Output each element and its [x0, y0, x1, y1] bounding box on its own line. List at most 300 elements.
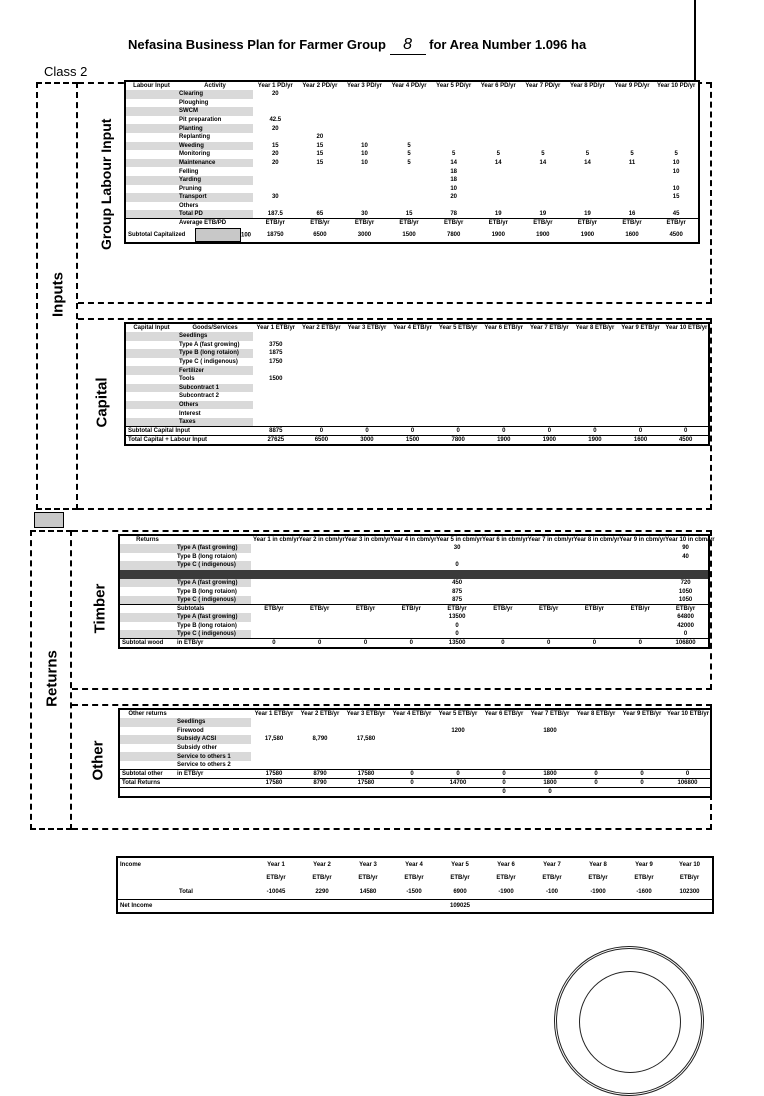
row-label — [177, 857, 253, 871]
value-cell — [297, 752, 343, 761]
value-cell: ETB/yr — [572, 605, 618, 614]
value-cell: 45 — [672, 211, 680, 218]
value-cell — [573, 761, 619, 770]
grey-marker — [34, 512, 64, 528]
value-cell — [527, 384, 573, 393]
blank-cell — [119, 579, 175, 588]
value-cell: 187.5 — [267, 211, 283, 218]
value-cell: 0 — [619, 770, 665, 779]
blank-cell — [125, 150, 177, 159]
value-cell: ETB/yr — [343, 605, 389, 614]
value-cell — [298, 167, 343, 176]
column-header: Year 7 ETB/yr — [530, 711, 570, 717]
net-income-row — [117, 899, 713, 913]
value-cell — [476, 202, 521, 211]
value-cell — [610, 142, 655, 151]
value-cell: ETB/yr — [565, 219, 610, 228]
value-cell: 0 — [435, 770, 481, 779]
column-header: Year 2 PD/yr — [302, 83, 338, 89]
data-row — [125, 167, 699, 176]
value-cell — [342, 99, 387, 108]
value-cell — [387, 193, 432, 202]
value-cell — [619, 752, 665, 761]
value-cell — [572, 630, 618, 639]
value-cell — [431, 116, 476, 125]
column-header: Year 7 in cbm/yr — [527, 537, 574, 543]
blank-cell — [125, 116, 177, 125]
value-cell: ETB/yr — [342, 219, 387, 228]
value-cell: 450 — [452, 580, 463, 587]
column-header: Year 9 ETB/yr — [622, 711, 662, 717]
value-cell — [297, 718, 343, 727]
column-header: Year 8 in cbm/yr — [573, 537, 620, 543]
value-cell — [521, 107, 566, 116]
value-cell — [521, 167, 566, 176]
value-cell: 1600 — [618, 436, 664, 446]
value-cell — [297, 561, 343, 570]
row-label: Subtotal Capital Input — [125, 427, 177, 436]
value-cell: 40 — [682, 553, 689, 560]
value-cell: 6500 — [313, 231, 327, 238]
data-row — [119, 613, 709, 622]
value-cell: -1500 — [406, 888, 422, 895]
value-cell: 20 — [316, 134, 324, 141]
value-cell — [251, 718, 297, 727]
value-cell — [572, 613, 618, 622]
divider-cell — [663, 570, 709, 579]
value-cell — [253, 409, 299, 418]
value-cell — [526, 561, 572, 570]
row-label: Clearing — [177, 90, 253, 99]
value-cell — [343, 544, 389, 553]
value-cell: ETB/yr — [480, 605, 526, 614]
value-cell — [390, 375, 436, 384]
value-cell — [527, 744, 573, 753]
divider-cell — [175, 570, 251, 579]
value-cell — [388, 613, 434, 622]
labour-label: Group Labour Input — [98, 118, 114, 250]
value-cell — [251, 587, 297, 596]
value-cell — [565, 90, 610, 99]
value-cell: 0 — [481, 427, 527, 436]
value-cell: Year 3 — [359, 861, 377, 868]
value-cell: 0 — [526, 639, 572, 649]
value-cell: 90 — [682, 545, 689, 552]
value-cell — [299, 341, 345, 350]
value-cell — [390, 401, 436, 410]
value-cell — [527, 358, 573, 367]
row-label: Service to others 2 — [177, 762, 231, 769]
value-cell — [663, 341, 709, 350]
data-row — [125, 193, 699, 202]
value-cell — [435, 735, 481, 744]
value-cell — [617, 553, 663, 562]
value-cell: 15 — [271, 142, 279, 149]
data-row — [125, 133, 699, 142]
value-cell — [342, 90, 387, 99]
value-cell — [572, 622, 618, 631]
divider-cell — [297, 570, 343, 579]
value-cell: 17580 — [343, 779, 389, 788]
value-cell — [390, 349, 436, 358]
data-row — [119, 596, 709, 605]
value-cell: 0 — [480, 639, 526, 649]
value-cell — [617, 544, 663, 553]
column-header: Year 1 PD/yr — [257, 83, 293, 89]
value-cell: 14 — [450, 160, 458, 167]
value-cell: 720 — [680, 580, 691, 587]
value-cell — [343, 579, 389, 588]
capital-header-row — [125, 323, 709, 332]
value-cell — [665, 727, 711, 736]
value-cell: ETB/yr — [654, 219, 699, 228]
value-cell: 10 — [361, 151, 368, 158]
row-label: Total PD — [177, 210, 253, 219]
value-cell: Year 1 — [267, 861, 285, 868]
value-cell: 14 — [539, 160, 547, 167]
value-cell — [387, 116, 432, 125]
value-cell: ETB/yr — [588, 875, 608, 881]
value-cell — [476, 142, 521, 151]
row-label: Seedlings — [177, 332, 253, 341]
column-header: Year 10 in cbm/yr — [665, 537, 715, 543]
column-header: Year 4 ETB/yr — [393, 325, 432, 331]
column-header: Year 5 ETB/yr — [438, 325, 478, 331]
column-header: Year 5 ETB/yr — [438, 711, 478, 717]
value-cell — [253, 185, 298, 194]
value-cell — [343, 630, 389, 639]
title-prefix: Nefasina Business Plan for Farmer Group — [128, 37, 386, 52]
value-cell — [480, 544, 526, 553]
column-header: Year 10 ETB/yr — [665, 325, 708, 331]
column-header: Year 10 ETB/yr — [667, 711, 710, 717]
value-cell: 1050 — [678, 588, 693, 595]
value-cell — [389, 735, 435, 744]
value-cell — [435, 409, 481, 418]
value-cell: 15 — [405, 211, 413, 218]
value-cell — [619, 735, 665, 744]
value-cell — [387, 99, 432, 108]
value-cell — [481, 735, 527, 744]
value-cell — [344, 384, 390, 393]
row-label: Tools — [179, 376, 195, 383]
value-cell: 10 — [361, 160, 368, 167]
value-cell — [610, 167, 655, 176]
value-cell: 10 — [672, 168, 680, 175]
value-cell — [610, 116, 655, 125]
value-cell — [344, 332, 390, 341]
value-cell: 0 — [665, 770, 711, 779]
value-cell: 0 — [299, 427, 345, 436]
value-cell — [435, 341, 481, 350]
data-row — [125, 99, 699, 108]
divider-cell — [388, 570, 434, 579]
average-rate-cell — [177, 228, 253, 243]
value-cell: 8875 — [253, 427, 299, 436]
value-cell — [654, 99, 699, 108]
blank-cell — [125, 349, 177, 358]
value-cell — [476, 124, 521, 133]
value-cell: 0 — [619, 779, 665, 788]
blank-cell — [125, 409, 177, 418]
value-cell: 0 — [390, 427, 436, 436]
value-cell: 10 — [450, 185, 458, 192]
row-label: Total — [179, 888, 193, 895]
value-cell: Year 5 — [451, 861, 469, 868]
value-cell — [298, 176, 343, 185]
value-cell — [342, 167, 387, 176]
value-cell — [344, 392, 390, 401]
row-label: Fertilizer — [177, 366, 253, 375]
value-cell — [342, 124, 387, 133]
value-cell: 4500 — [663, 436, 709, 446]
value-cell — [573, 727, 619, 736]
value-cell — [435, 788, 481, 798]
other-subtotal-row — [119, 770, 711, 779]
row-label — [119, 605, 175, 614]
value-cell — [565, 124, 610, 133]
value-cell — [665, 718, 711, 727]
value-cell — [388, 596, 434, 605]
value-cell — [387, 176, 432, 185]
value-cell: ETB/yr — [617, 605, 663, 614]
value-cell — [618, 409, 664, 418]
divider-cell — [251, 570, 297, 579]
value-cell — [654, 142, 699, 151]
value-cell: ETB/yr — [387, 219, 432, 228]
value-cell: ETB/yr — [679, 875, 700, 881]
value-cell: 42.5 — [269, 117, 282, 124]
labour-subtotal-row — [125, 228, 699, 243]
row-label: Monitoring — [179, 151, 210, 158]
value-cell: ETB/yr — [610, 219, 655, 228]
value-cell — [618, 418, 664, 427]
column-header: Year 8 ETB/yr — [575, 325, 615, 331]
value-cell — [573, 735, 619, 744]
value-cell — [665, 744, 711, 753]
value-cell: 10 — [672, 185, 680, 192]
value-cell — [527, 332, 573, 341]
capital-total-row — [125, 436, 709, 446]
value-cell: 17580 — [251, 770, 297, 779]
value-cell — [389, 788, 435, 798]
value-cell — [527, 341, 573, 350]
value-cell: ETB/yr — [526, 605, 572, 614]
value-cell — [572, 579, 618, 588]
value-cell — [481, 349, 527, 358]
value-cell: 1050 — [678, 597, 693, 604]
value-cell — [572, 375, 618, 384]
value-cell — [343, 761, 389, 770]
value-cell: 17580 — [251, 779, 297, 788]
blank-cell — [119, 596, 175, 605]
value-cell — [610, 99, 655, 108]
value-cell: 1600 — [625, 231, 639, 238]
data-row — [125, 185, 699, 194]
divider-cell — [572, 570, 618, 579]
column-header: Year 2 ETB/yr — [302, 325, 341, 331]
value-cell — [481, 392, 527, 401]
value-cell — [342, 116, 387, 125]
blank-cell — [125, 142, 177, 151]
data-row — [125, 159, 699, 168]
value-cell — [297, 788, 343, 798]
column-header: Year 3 ETB/yr — [346, 711, 386, 717]
value-cell — [476, 193, 521, 202]
value-cell: ETB/yr — [634, 875, 654, 881]
value-cell — [435, 392, 481, 401]
value-cell — [481, 341, 527, 350]
value-cell — [253, 392, 299, 401]
value-cell: ETB/yr — [476, 219, 521, 228]
value-cell — [565, 116, 610, 125]
value-cell — [481, 744, 527, 753]
value-cell — [387, 124, 432, 133]
value-cell — [389, 718, 435, 727]
value-cell: 18750 — [266, 231, 284, 238]
data-row — [119, 587, 709, 596]
blank-cell — [119, 561, 175, 570]
value-cell — [654, 124, 699, 133]
value-cell — [387, 90, 432, 99]
value-cell — [298, 99, 343, 108]
value-cell — [617, 596, 663, 605]
row-label: in ETB/yr — [175, 639, 251, 649]
value-cell — [297, 613, 343, 622]
data-row — [125, 176, 699, 185]
value-cell: 0 — [389, 770, 435, 779]
value-cell — [617, 630, 663, 639]
column-header: Year 2 ETB/yr — [300, 711, 340, 717]
data-row — [125, 341, 709, 350]
value-cell: 5 — [407, 151, 411, 158]
divider-cell — [480, 570, 526, 579]
value-cell — [663, 392, 709, 401]
value-cell — [481, 358, 527, 367]
blank-cell — [119, 553, 175, 562]
value-cell — [299, 392, 345, 401]
data-row — [125, 409, 709, 418]
blank-cell — [119, 735, 175, 744]
value-cell — [343, 788, 389, 798]
value-cell — [251, 744, 297, 753]
value-cell — [654, 133, 699, 142]
divider-cell — [617, 570, 663, 579]
value-cell — [619, 788, 665, 798]
value-cell: 1750 — [269, 359, 283, 366]
value-cell — [390, 332, 436, 341]
value-cell: 0 — [455, 631, 459, 638]
blank-cell — [125, 341, 177, 350]
value-cell — [343, 596, 389, 605]
row-label — [117, 885, 177, 899]
value-cell — [387, 133, 432, 142]
data-row — [125, 384, 709, 393]
value-cell — [572, 349, 618, 358]
value-cell — [342, 107, 387, 116]
value-cell: 18 — [450, 168, 458, 175]
value-cell — [481, 761, 527, 770]
row-header-cell: Returns — [136, 537, 159, 543]
value-cell: 17,580 — [264, 736, 284, 743]
value-cell — [431, 202, 476, 211]
value-cell: 1900 — [491, 231, 505, 238]
column-header: Year 4 ETB/yr — [392, 711, 432, 717]
blank-cell — [125, 210, 177, 219]
value-cell: ETB/yr — [496, 875, 516, 881]
value-cell — [251, 630, 297, 639]
value-cell — [344, 418, 390, 427]
data-row — [119, 561, 709, 570]
value-cell — [435, 349, 481, 358]
net-income-value: 109025 — [437, 899, 483, 913]
value-cell: 4500 — [669, 231, 683, 238]
value-cell — [610, 185, 655, 194]
column-header: Year 1 in cbm/yr — [253, 537, 300, 543]
value-cell: 3750 — [269, 341, 283, 348]
value-cell — [253, 332, 299, 341]
value-cell: 3000 — [344, 436, 390, 446]
value-cell: 5 — [585, 151, 590, 158]
row-label: Subsidy ACSI — [175, 735, 251, 744]
value-cell: 20 — [271, 160, 279, 167]
blank-cell — [125, 176, 177, 185]
value-cell — [617, 579, 663, 588]
value-cell — [663, 384, 709, 393]
value-cell — [573, 788, 619, 798]
value-cell — [251, 544, 297, 553]
value-cell — [481, 366, 527, 375]
value-cell — [526, 622, 572, 631]
value-cell — [297, 579, 343, 588]
blank-cell — [125, 332, 177, 341]
timber-label: Timber — [91, 583, 109, 634]
value-cell: 13500 — [434, 639, 480, 649]
blank-cell — [119, 761, 175, 770]
value-cell — [253, 99, 298, 108]
data-row — [119, 630, 709, 639]
data-row — [125, 401, 709, 410]
value-cell — [344, 401, 390, 410]
row-label — [175, 779, 251, 788]
timber-units-row — [119, 605, 709, 614]
value-cell — [299, 418, 345, 427]
row-label: Pit preparation — [179, 117, 222, 124]
row-label: in ETB/yr — [175, 770, 251, 779]
value-cell — [431, 124, 476, 133]
value-cell — [299, 375, 345, 384]
value-cell: 1900 — [481, 436, 527, 446]
value-cell: 42000 — [677, 623, 694, 630]
value-cell: Year 9 — [635, 861, 653, 868]
value-cell — [299, 409, 345, 418]
value-cell: Year 4 — [405, 861, 423, 868]
row-label: Taxes — [177, 418, 253, 427]
value-cell: ETB/yr — [358, 875, 378, 881]
value-cell — [521, 193, 566, 202]
value-cell: 5 — [674, 151, 678, 158]
value-cell: 18 — [450, 177, 458, 184]
blank-cell — [119, 744, 175, 753]
value-cell — [521, 90, 566, 99]
value-cell — [253, 167, 298, 176]
value-cell — [251, 788, 297, 798]
value-cell — [665, 761, 711, 770]
value-cell — [251, 622, 297, 631]
blank-cell — [125, 90, 177, 99]
column-header: Year 6 ETB/yr — [484, 325, 524, 331]
value-cell: ETB/yr — [663, 605, 709, 614]
